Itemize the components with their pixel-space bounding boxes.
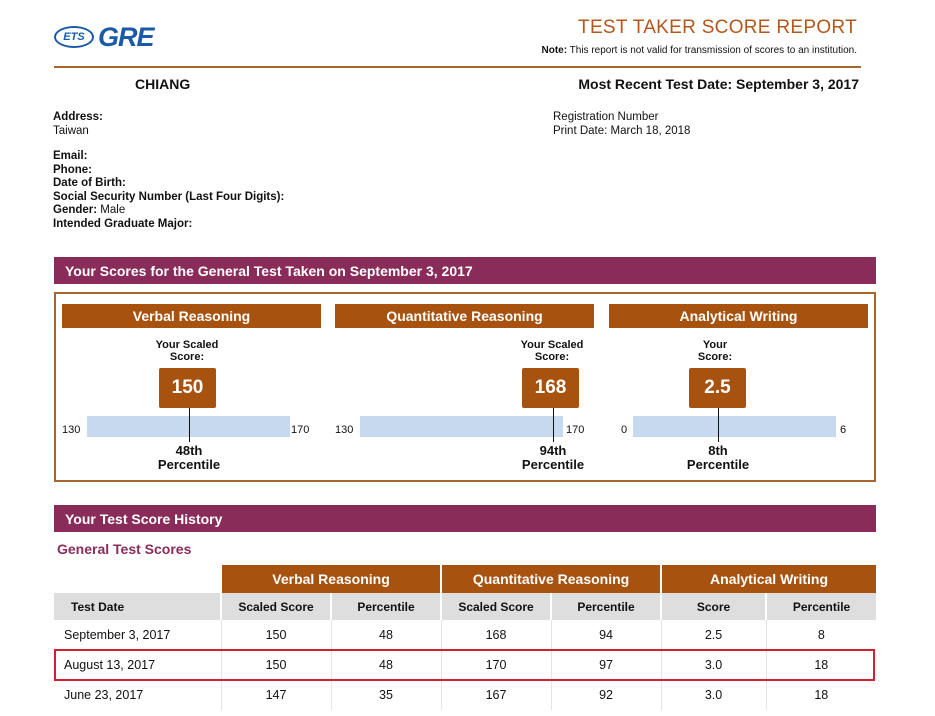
print-date: Print Date: March 18, 2018 — [553, 124, 691, 137]
quant-percentile — [508, 444, 598, 472]
col-writing-score: Score — [661, 593, 766, 620]
col-quant-percentile: Percentile — [551, 593, 661, 620]
verbal-score-marker — [189, 408, 190, 442]
group-header-blank — [54, 565, 221, 593]
verbal-max: 170 — [291, 424, 310, 436]
table-row — [54, 620, 876, 650]
table-row — [54, 680, 876, 710]
test-date-cell: August 13, 2017 — [64, 658, 156, 672]
gender-value: Male — [100, 204, 126, 216]
quant-percentile-value: 94th — [539, 443, 567, 458]
quant-scaled-cell: 167 — [441, 680, 551, 710]
writing-score-label — [665, 339, 765, 363]
highlighted-row-outline — [54, 649, 875, 681]
writing-percentile-value: 8th — [708, 443, 728, 458]
writing-header: Analytical Writing — [609, 304, 868, 328]
gre-logo — [54, 22, 154, 52]
test-date-cell: September 3, 2017 — [64, 628, 171, 642]
writing-score-cell: 2.5 — [661, 620, 766, 650]
phone-label: Phone: — [53, 163, 92, 176]
report-title: TEST TAKER SCORE REPORT — [578, 17, 857, 38]
writing-score-cell: 3.0 — [661, 680, 766, 710]
verbal-score-label — [137, 339, 237, 363]
verbal-percentile-cell: 35 — [331, 680, 441, 710]
verbal-percentile-label: Percentile — [157, 457, 221, 472]
col-verbal-scaled: Scaled Score — [221, 593, 331, 620]
quant-score-badge: 168 — [522, 368, 579, 408]
gender-label: Gender: — [53, 204, 98, 216]
verbal-label-line1: Your Scaled — [155, 339, 219, 351]
quant-header: Quantitative Reasoning — [335, 304, 594, 328]
writing-percentile-cell: 18 — [766, 650, 876, 680]
major-label: Intended Graduate Major: — [53, 217, 193, 230]
verbal-scaled-cell: 147 — [221, 680, 331, 710]
quant-max: 170 — [566, 424, 585, 436]
verbal-min: 130 — [62, 424, 81, 436]
writing-percentile-cell: 8 — [766, 620, 876, 650]
score-history-table — [54, 565, 876, 710]
history-subtitle: General Test Scores — [57, 541, 192, 557]
writing-percentile — [673, 444, 763, 472]
writing-max: 6 — [840, 424, 847, 436]
history-section-title: Your Test Score History — [54, 505, 876, 532]
verbal-label-line2: Score: — [169, 351, 205, 363]
scores-section-title: Your Scores for the General Test Taken on September 3, 2017 — [54, 257, 876, 284]
quant-min: 130 — [335, 424, 354, 436]
quant-percentile-cell: 97 — [551, 650, 661, 680]
writing-label-line2: Score: — [697, 351, 733, 363]
verbal-scaled-cell: 150 — [221, 650, 331, 680]
address-block — [53, 111, 103, 138]
ets-logo-mark: ETS — [54, 26, 94, 48]
quant-score-marker — [553, 408, 554, 442]
group-header-verbal: Verbal Reasoning — [221, 565, 441, 593]
header-divider — [54, 66, 861, 68]
writing-label-line1: Your — [702, 339, 728, 351]
group-header-row — [54, 565, 876, 593]
registration-block — [553, 111, 690, 138]
writing-percentile-cell: 18 — [766, 680, 876, 710]
col-writing-percentile: Percentile — [766, 593, 876, 620]
verbal-header: Verbal Reasoning — [62, 304, 321, 328]
col-test-date: Test Date — [54, 593, 221, 620]
note-text: This report is not valid for transmission of scores to an institution. — [569, 45, 857, 56]
group-header-writing: Analytical Writing — [661, 565, 876, 593]
verbal-percentile-cell: 48 — [331, 620, 441, 650]
quant-score-bar — [360, 416, 563, 437]
gre-logo-text: GRE — [98, 21, 154, 52]
col-quant-scaled: Scaled Score — [441, 593, 551, 620]
verbal-percentile-cell: 48 — [331, 650, 441, 680]
registration-number-label: Registration Number — [553, 111, 659, 123]
verbal-percentile-value: 48th — [175, 443, 203, 458]
group-header-quant: Quantitative Reasoning — [441, 565, 661, 593]
most-recent-test-date: Most Recent Test Date: September 3, 2017 — [578, 76, 859, 92]
quant-label-line2: Score: — [534, 351, 570, 363]
quant-label-line1: Your Scaled — [520, 339, 584, 351]
quant-percentile-cell: 94 — [551, 620, 661, 650]
test-date-cell: June 23, 2017 — [64, 688, 144, 702]
column-header-row — [54, 593, 876, 620]
report-note — [541, 45, 857, 56]
ssn-label: Social Security Number (Last Four Digits): — [53, 190, 285, 203]
writing-score-bar — [633, 416, 836, 437]
verbal-score-badge: 150 — [159, 368, 216, 408]
email-label: Email: — [53, 150, 88, 162]
address-value: Taiwan — [53, 124, 89, 137]
writing-score-marker — [718, 408, 719, 442]
quant-scaled-cell: 168 — [441, 620, 551, 650]
quant-scaled-cell: 170 — [441, 650, 551, 680]
dob-label: Date of Birth: — [53, 177, 126, 189]
writing-score-cell: 3.0 — [661, 650, 766, 680]
verbal-percentile — [144, 444, 234, 472]
quant-percentile-label: Percentile — [521, 457, 585, 472]
verbal-scaled-cell: 150 — [221, 620, 331, 650]
writing-percentile-label: Percentile — [686, 457, 750, 472]
writing-score-badge: 2.5 — [689, 368, 746, 408]
writing-min: 0 — [621, 424, 628, 436]
note-label: Note: — [541, 45, 568, 56]
col-verbal-percentile: Percentile — [331, 593, 441, 620]
taker-name: CHIANG — [135, 76, 191, 92]
address-label: Address: — [53, 111, 103, 123]
quant-percentile-cell: 92 — [551, 680, 661, 710]
quant-score-label — [502, 339, 602, 363]
personal-info-block — [53, 150, 284, 231]
